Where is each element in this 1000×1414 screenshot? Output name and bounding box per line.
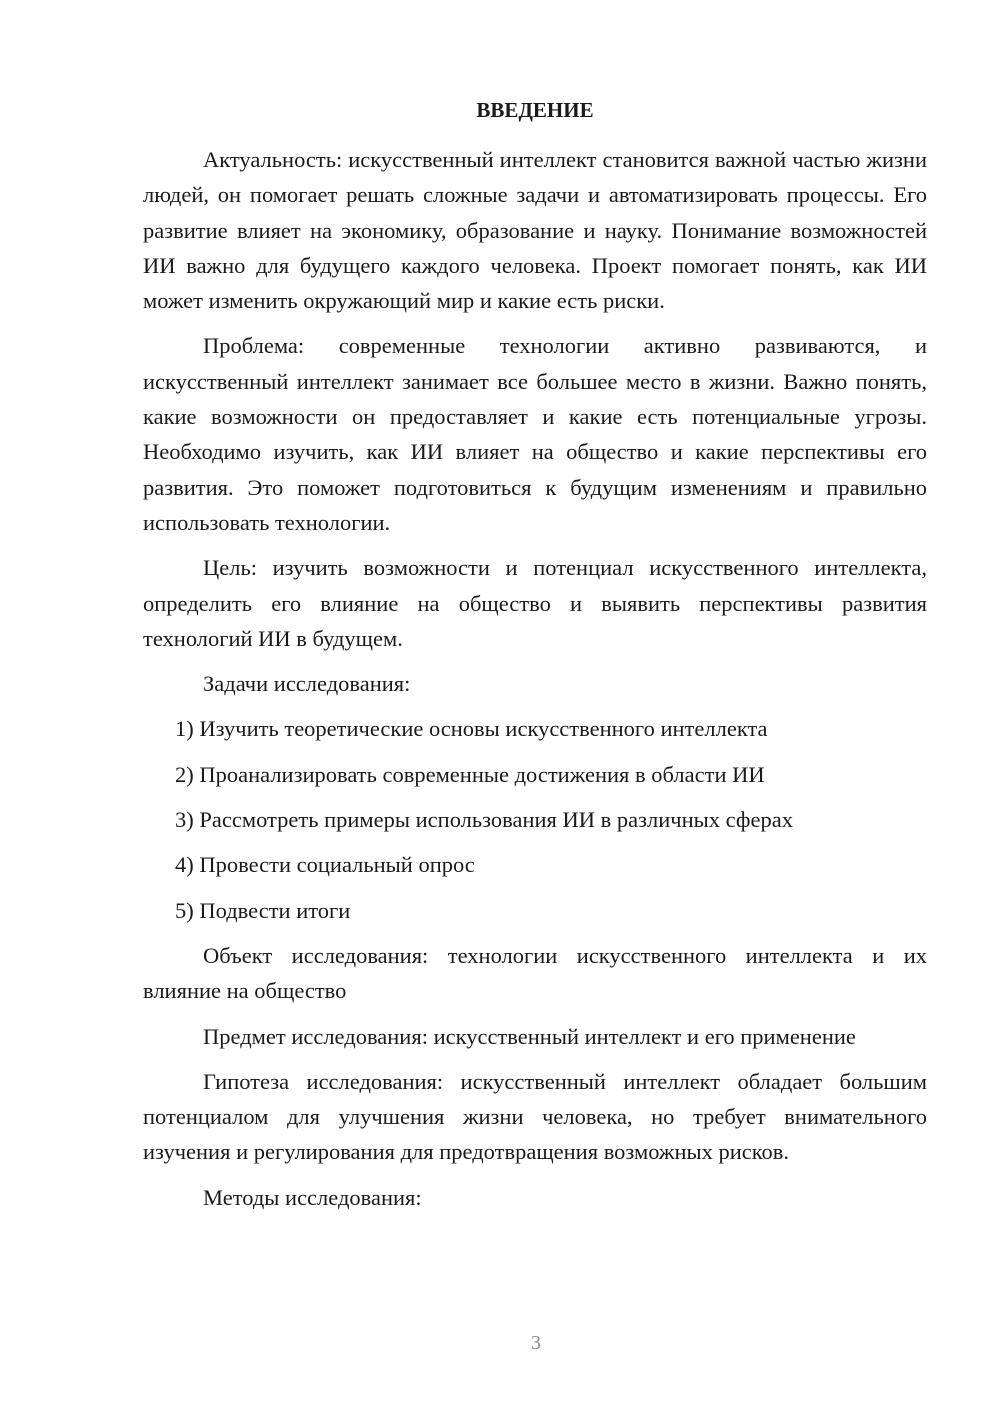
goal-paragraph: Цель: изучить возможности и потенциал искусственного интеллекта, определить его влияние на общество и выявить перспективы развития технологий ИИ в будущем. (143, 555, 927, 651)
list-item: 4) Провести социальный опрос (175, 852, 475, 878)
problem-paragraph: Проблема: современные технологии активно развиваются, и искусственный интеллект занимает все большее место в жизни. Важно понять, какие возможности он предоставляет и какие есть потенциальные угрозы. Необходимо изучить, как ИИ влияет на общество и какие перспективы его развития. Это поможет подготовиться к будущим изменениям и правильно использовать технологии. (143, 333, 927, 535)
page-content (143, 94, 927, 1225)
list-item: 2) Проанализировать современные достижения в области ИИ (175, 761, 765, 787)
tasks-list (143, 711, 927, 927)
list-item: 3) Рассмотреть примеры использования ИИ в различных сферах (175, 807, 793, 833)
subject-paragraph: Предмет исследования: искусственный интеллект и его применение (203, 1023, 856, 1049)
methods-title: Методы исследования: (203, 1184, 422, 1210)
object-paragraph: Объект исследования: технологии искусственного интеллекта и их влияние на общество (143, 942, 927, 1004)
page-number: 3 (531, 1332, 541, 1354)
section-heading: ВВЕДЕНИЕ (476, 98, 594, 122)
relevance-paragraph: Актуальность: искусственный интеллект становится важной частью жизни людей, он помогает решать сложные задачи и автоматизировать процессы. Его развитие влияет на экономику, образование и науку. Понимание возможностей ИИ важно для будущего каждого человека. Проект помогает понять, как ИИ может изменить окружающий мир и какие есть риски. (143, 147, 927, 314)
list-item: 5) Подвести итоги (175, 897, 351, 923)
hypothesis-paragraph: Гипотеза исследования: искусственный интеллект обладает большим потенциалом для улучшения жизни человека, но требует внимательного изучения и регулирования для предотвращения возможных рисков. (143, 1068, 927, 1165)
list-item: 1) Изучить теоретические основы искусственного интеллекта (175, 716, 768, 742)
tasks-title: Задачи исследования: (203, 671, 411, 697)
